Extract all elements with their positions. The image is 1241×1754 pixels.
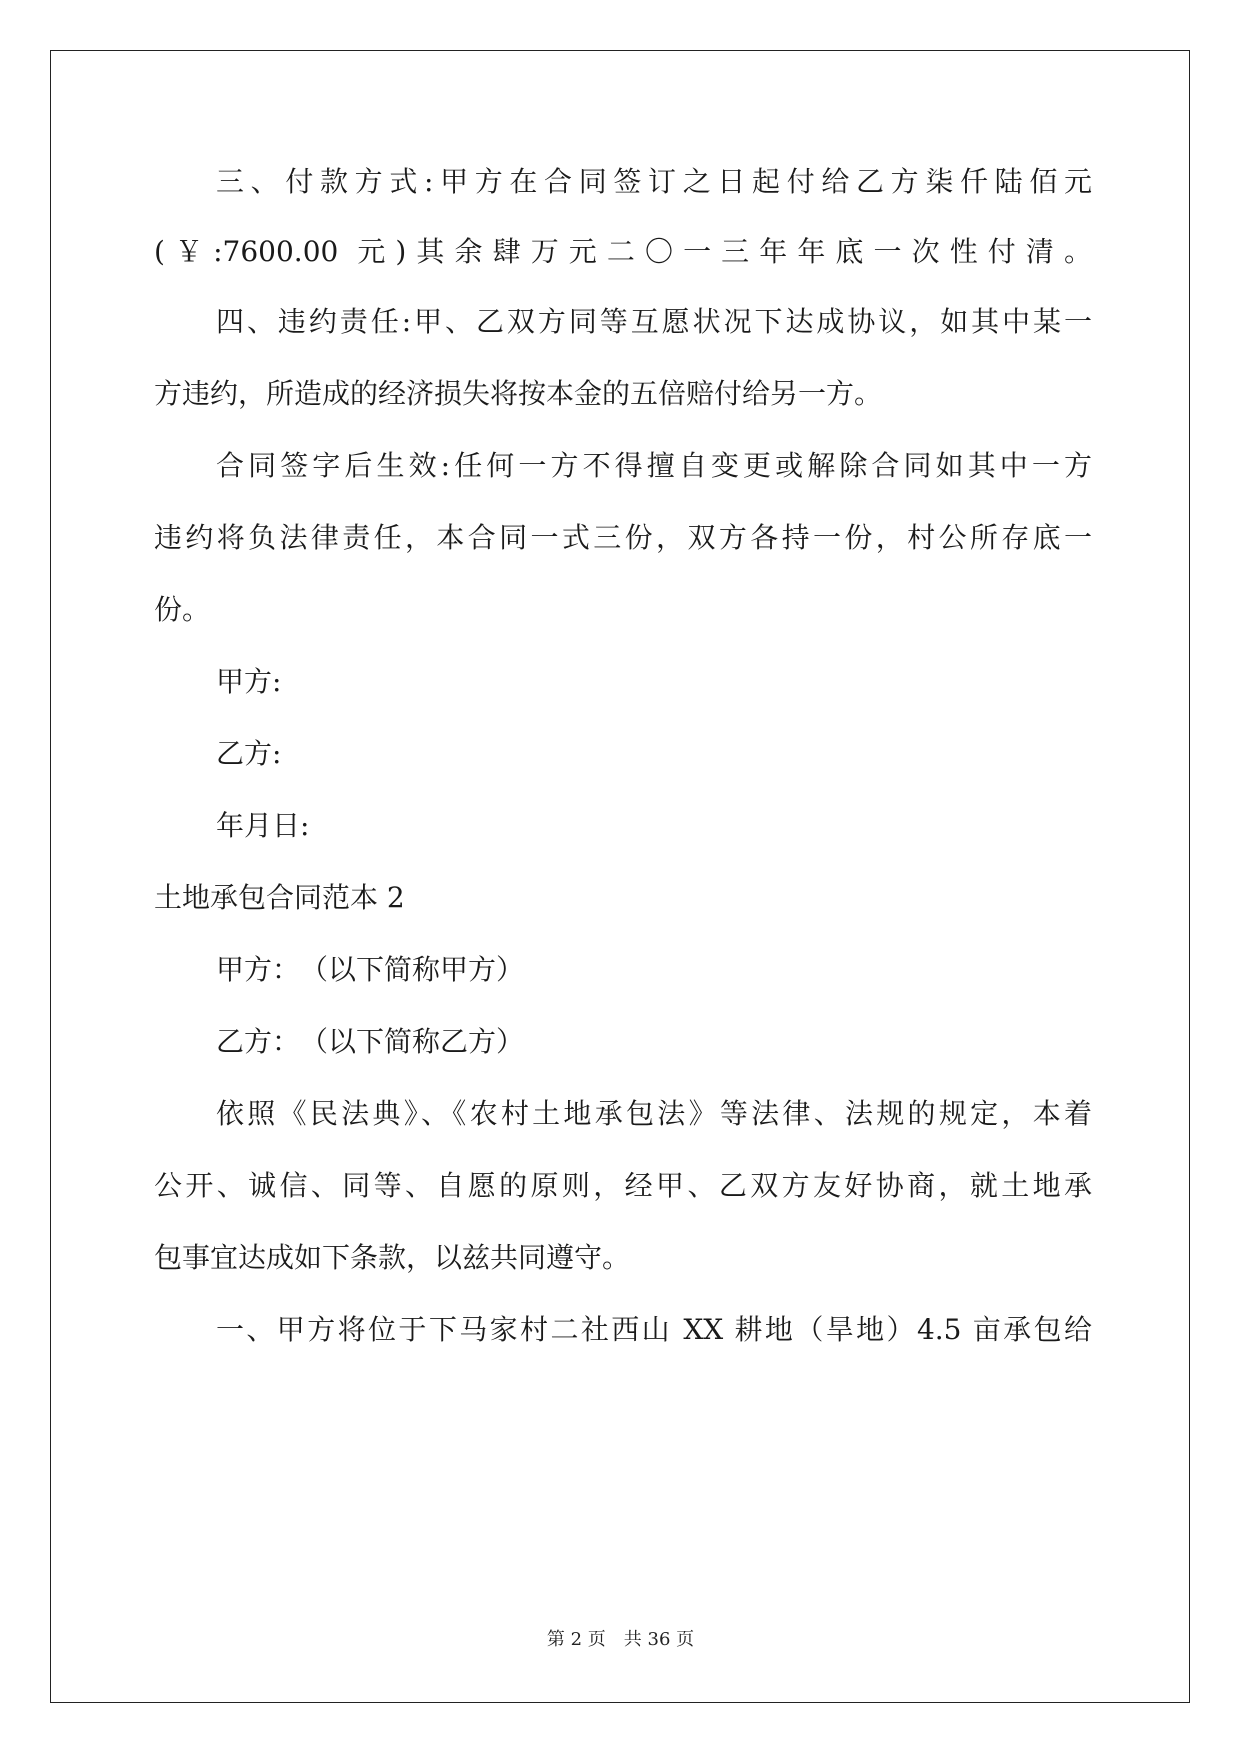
signature-date: 年月日: xyxy=(216,809,310,842)
party-b-line: 乙方： （以下简称乙方） xyxy=(216,1025,525,1058)
paragraph-line: 一、甲方将位于下马家村二社西山 XX 耕地（旱地）4.5 亩承包给 xyxy=(216,1313,1092,1346)
paragraph-line: (￥:7600.00 元)其余肆万元二〇一三年年底一次性付清。 xyxy=(154,235,1092,268)
page-number-footer: 第 2 页 共 36 页 xyxy=(546,1629,695,1650)
paragraph-line: 方违约，所造成的经济损失将按本金的五倍赔付给另一方。 xyxy=(154,377,883,410)
paragraph-line: 三、付款方式:甲方在合同签订之日起付给乙方柒仟陆佰元 xyxy=(216,165,1092,198)
section-heading: 土地承包合同范本 2 xyxy=(154,881,405,914)
paragraph-line: 公开、诚信、同等、自愿的原则，经甲、乙双方友好协商，就土地承 xyxy=(154,1169,1092,1202)
paragraph-line: 包事宜达成如下条款，以兹共同遵守。 xyxy=(154,1241,631,1274)
paragraph-line: 份。 xyxy=(154,593,211,626)
party-a-line: 甲方： （以下简称甲方） xyxy=(216,953,525,986)
page-border xyxy=(50,50,1190,1703)
paragraph-line: 违约将负法律责任，本合同一式三份，双方各持一份，村公所存底一 xyxy=(154,521,1092,554)
paragraph-line: 依照《民法典》、《农村土地承包法》等法律、法规的规定，本着 xyxy=(216,1097,1092,1130)
signature-party-b: 乙方: xyxy=(216,737,282,770)
signature-party-a: 甲方: xyxy=(216,665,282,698)
paragraph-line: 四、违约责任:甲、乙双方同等互愿状况下达成协议，如其中某一 xyxy=(216,305,1092,338)
paragraph-line: 合同签字后生效:任何一方不得擅自变更或解除合同如其中一方 xyxy=(216,449,1092,482)
